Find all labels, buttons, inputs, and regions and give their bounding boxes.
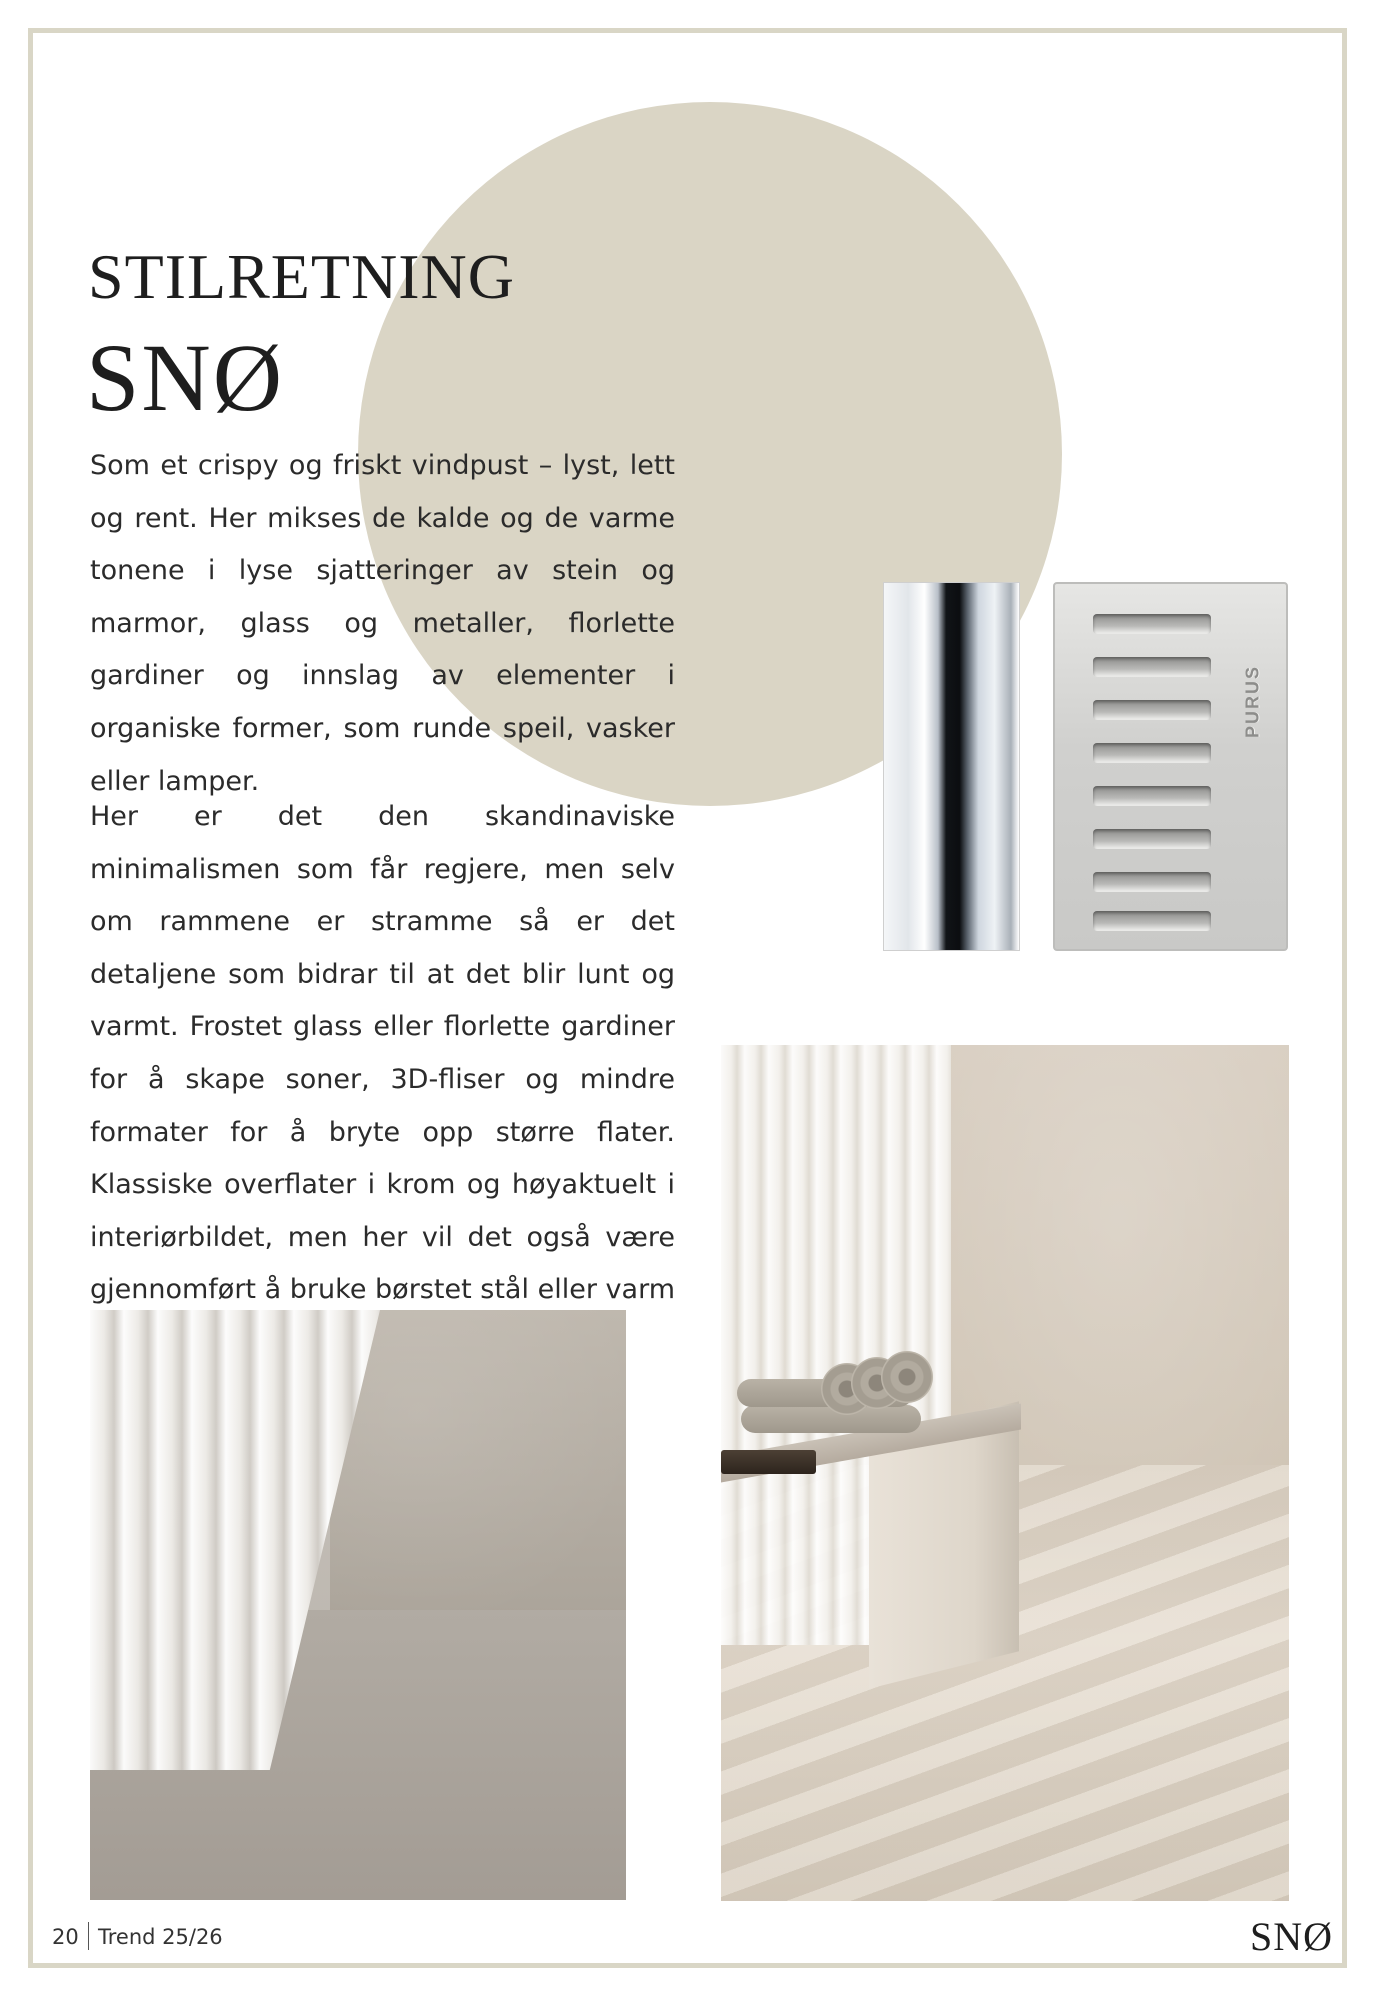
- bench-room-photo: [721, 1045, 1289, 1901]
- body-paragraph-2: Her er det den skandinaviske minimalismen som får regjere, men selv om rammene er stramme så er det detaljene som bidrar til at det blir lunt og varmt. Frostet glass eller florlette gardiner for å skape soner, 3D-fliser og mindre formater for å bryte opp større flater. Klassiske overflater i krom og høyaktuelt i interiørbildet, men her vil det også være gjennomført å bruke børstet stål eller varm: [90, 801, 675, 1306]
- wall-shape: [330, 1310, 626, 1650]
- chrome-profile-photo: [883, 582, 1020, 951]
- publication-label: Trend 25/26: [98, 1925, 223, 1949]
- footer-brand: SNØ: [1250, 1914, 1334, 1959]
- tray-shape: [721, 1450, 816, 1474]
- drain-grate-photo: [1053, 582, 1288, 951]
- body-paragraph-1: Som et crispy og friskt vindpust – lyst, lett og rent. Her mikses de kalde og de varme tonene i lyse sjatteringer av stein og marmor, glass og metaller, florlette gardiner og innslag av elementer i organiske former, som runde speil, vasker eller lamper.: [90, 450, 675, 797]
- grate-slot: [1093, 700, 1211, 720]
- grate-brand-label: PURUS: [1242, 664, 1263, 738]
- footer-divider: [88, 1922, 89, 1950]
- page-title: SNØ: [86, 324, 285, 431]
- grate-slot: [1093, 743, 1211, 763]
- grate-slot: [1093, 911, 1211, 931]
- grate-slot: [1093, 614, 1211, 634]
- curtain-corner-photo: [90, 1310, 626, 1900]
- section-kicker: STILRETNING: [88, 241, 515, 312]
- grate-slot: [1093, 657, 1211, 677]
- grate-slot: [1093, 872, 1211, 892]
- page-number: 20: [52, 1925, 79, 1949]
- rolled-towel-shape: [881, 1351, 933, 1403]
- grate-slot: [1093, 829, 1211, 849]
- grate-slot: [1093, 786, 1211, 806]
